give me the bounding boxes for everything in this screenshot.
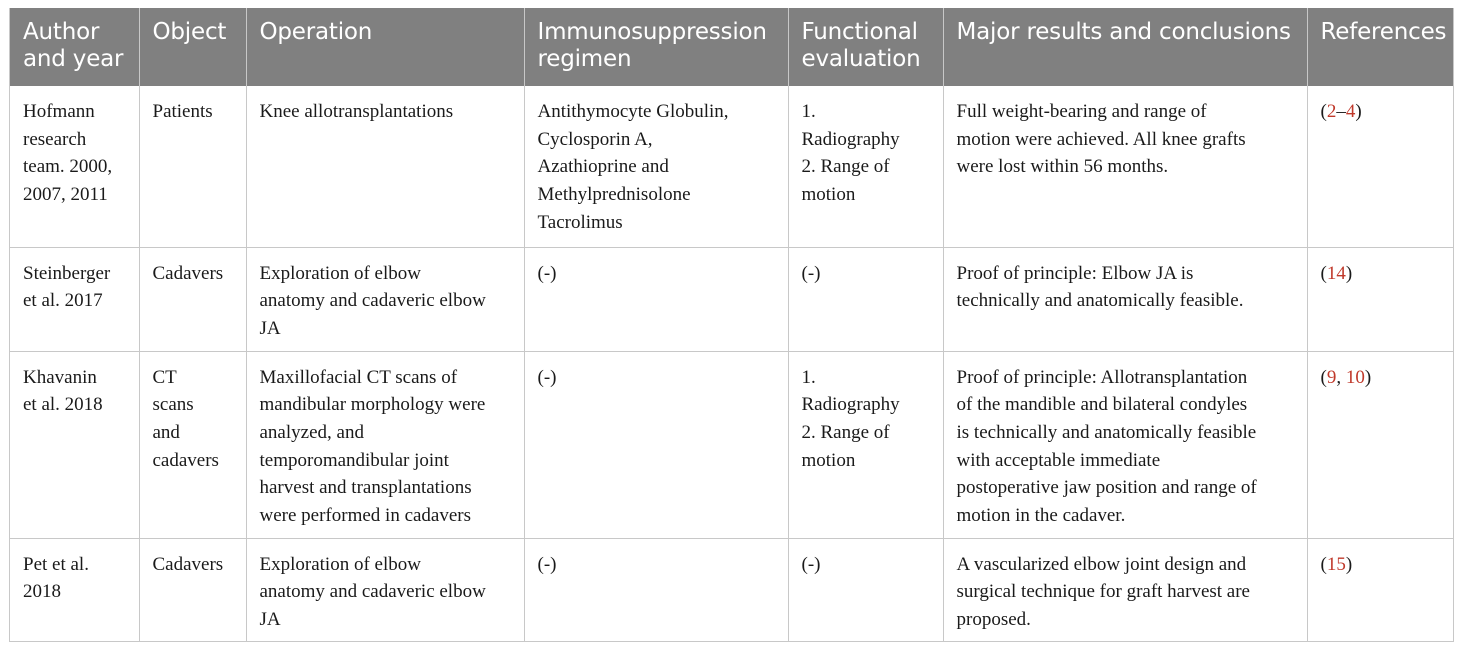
reference-link[interactable]: 14 [1326,262,1346,284]
cell-operation [246,351,524,538]
cell-line: Patients [152,101,213,122]
reference-link[interactable]: 4 [1345,101,1356,122]
cell-line: A vascularized elbow joint design and [956,553,1247,575]
cell-line: proposed. [956,608,1031,630]
header-line: Functional [801,19,918,45]
cell-line: of the mandible and bilateral condyles [956,394,1248,416]
ref-paren-open: ( [1320,101,1327,122]
header-line: evaluation [801,46,921,72]
ref-paren-open: ( [1320,262,1327,284]
cell-line: mandibular morphology were [259,394,486,416]
cell-references [1307,538,1453,641]
header-line: Author [23,19,100,45]
cell-line: Radiography [801,394,900,416]
cell-line: temporomandibular joint [259,449,449,471]
header-line: References [1320,19,1447,45]
ref-paren-open: ( [1320,553,1327,575]
table-header [10,8,1453,86]
cell-line: Proof of principle: Elbow JA is [956,262,1194,284]
table-container [9,8,1454,642]
cell-line: motion were achieved. All knee grafts [956,128,1246,150]
cell-line: technically and anatomically feasible. [956,290,1244,312]
ref-separator: – [1336,101,1346,122]
header-line: regimen [537,46,632,72]
cell-line: 2007, 2011 [23,184,108,206]
cell-line: Antithymocyte Globulin, [537,101,729,122]
cell-operation [246,86,524,247]
cell-line: 1. [801,101,816,122]
cell-line: (-) [537,553,557,575]
cell-line: motion [801,184,856,206]
cell-author-year [10,538,139,641]
cell-line: Maxillofacial CT scans of [259,366,458,388]
cell-line: Exploration of elbow [259,262,421,284]
cell-results [943,351,1307,538]
cell-functional-evaluation [788,86,943,247]
cell-line: Exploration of elbow [259,553,421,575]
cell-line: 2. Range of [801,156,890,178]
cell-line: Hofmann [23,101,95,122]
cell-line: harvest and transplantations [259,477,472,499]
header-line: and year [23,46,124,72]
reference-link[interactable]: 2 [1326,101,1337,122]
cell-line: Methylprednisolone [537,184,691,206]
cell-operation [246,538,524,641]
cell-line: Pet et al. [23,553,89,575]
cell-line: postoperative jaw position and range of [956,477,1257,499]
cell-line: cadavers [152,449,219,471]
table-row [10,86,1453,247]
cell-line: 2018 [23,581,61,603]
cell-line: and [152,421,180,443]
cell-author-year [10,351,139,538]
ref-separator: , [1336,366,1346,388]
cell-references [1307,247,1453,351]
cell-line: Radiography [801,128,900,150]
cell-line: were lost within 56 months. [956,156,1169,178]
header-row [10,8,1453,86]
cell-line: with acceptable immediate [956,449,1161,471]
cell-results [943,538,1307,641]
cell-object [139,538,246,641]
cell-line: Full weight-bearing and range of [956,101,1207,122]
table-row [10,247,1453,351]
cell-line: Tacrolimus [537,211,623,233]
reference-link[interactable]: 10 [1345,366,1365,388]
cell-line: scans [152,394,194,416]
cell-functional-evaluation [788,351,943,538]
cell-results [943,86,1307,247]
cell-line: Cadavers [152,553,224,575]
cell-line: anatomy and cadaveric elbow [259,581,486,603]
cell-immunosuppression [524,86,788,247]
cell-immunosuppression [524,351,788,538]
cell-object [139,351,246,538]
cell-author-year [10,247,139,351]
cell-object [139,86,246,247]
cell-line: Azathioprine and [537,156,669,178]
header-line: Operation [259,19,373,45]
cell-line: were performed in cadavers [259,505,472,527]
header-functional-evaluation [788,8,943,86]
cell-results [943,247,1307,351]
cell-line: Khavanin [23,366,97,388]
cell-line: Steinberger [23,262,111,284]
cell-line: motion [801,449,856,471]
cell-line: 1. [801,366,816,388]
header-line: Immunosuppression [537,19,767,45]
table-body [10,86,1453,641]
cell-line: (-) [801,553,821,575]
cell-line: et al. 2017 [23,290,103,312]
cell-operation [246,247,524,351]
cell-line: et al. 2018 [23,394,103,416]
cell-line: surgical technique for graft harvest are [956,581,1250,603]
ref-paren-close: ) [1355,101,1362,122]
header-results [943,8,1307,86]
header-author-year [10,8,139,86]
header-line: Major results and conclusions [956,19,1291,45]
cell-line: anatomy and cadaveric elbow [259,290,486,312]
cell-references [1307,86,1453,247]
ref-paren-open: ( [1320,366,1327,388]
ref-paren-close: ) [1364,366,1372,388]
cell-line: team. 2000, [23,156,113,178]
cell-object [139,247,246,351]
header-operation [246,8,524,86]
ref-paren-close: ) [1345,262,1353,284]
cell-line: JA [259,608,281,630]
cell-line: (-) [537,366,557,388]
reference-link[interactable]: 15 [1326,553,1346,575]
comparison-table [10,8,1453,642]
cell-line: motion in the cadaver. [956,505,1126,527]
ref-paren-close: ) [1345,553,1353,575]
cell-line: CT [152,366,177,388]
cell-line: Knee allotransplantations [259,101,454,122]
cell-author-year [10,86,139,247]
table-row [10,538,1453,641]
cell-references [1307,351,1453,538]
cell-functional-evaluation [788,247,943,351]
cell-line: 2. Range of [801,421,890,443]
cell-immunosuppression [524,538,788,641]
cell-line: is technically and anatomically feasible [956,421,1257,443]
header-references [1307,8,1453,86]
cell-line: analyzed, and [259,421,364,443]
cell-line: Proof of principle: Allotransplantation [956,366,1248,388]
cell-immunosuppression [524,247,788,351]
cell-line: research [23,128,87,150]
cell-line: Cadavers [152,262,224,284]
header-immunosuppression [524,8,788,86]
cell-line: (-) [537,262,557,284]
cell-functional-evaluation [788,538,943,641]
cell-line: Cyclosporin A, [537,128,653,150]
table-row [10,351,1453,538]
cell-line: (-) [801,262,821,284]
cell-line: JA [259,317,281,339]
header-line: Object [152,19,227,45]
reference-link[interactable]: 9 [1326,366,1337,388]
header-object [139,8,246,86]
